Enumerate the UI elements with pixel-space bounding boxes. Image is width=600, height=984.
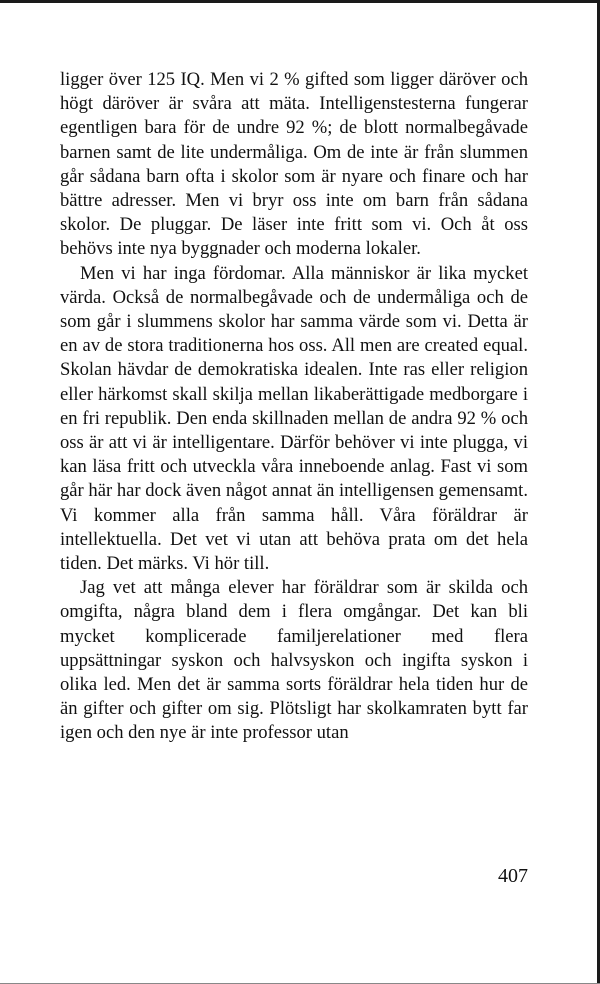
paragraph-3: Jag vet att många elever har föräldrar som är skilda och omgifta, några bland dem i flera omgångar. Det kan bli mycket komplicerade familjerelationer med flera uppsättningar syskon och halvsyskon och ingifta syskon i olika led. Men det är samma sorts föräldrar hela tiden hur de än gifter och gifter om sig. Plötsligt har skolkamraten bytt far igen och den nye är inte professor utan bbox=[60, 577, 528, 744]
paragraph-1: ligger över 125 IQ. Men vi 2 % gifted som ligger däröver och högt däröver är svåra att mäta. Intelligenstesterna fungerar egentligen bara för de undre 92 %; de blott normalbegåvade barnen samt de lite undermåliga. Om de inte är från slummen går sådana barn ofta i skolor som är nyare och finare och har bättre adresser. Men vi bryr oss inte om barn från sådana skolor. De pluggar. De läser inte fritt som vi. Och åt oss behövs inte nya byggnader och moderna lokaler. bbox=[60, 69, 528, 260]
paragraph-2: Men vi har inga fördomar. Alla människor är lika mycket värda. Också de normalbegåvade och de undermåliga och de som går i slummens skolor har samma värde som vi. Detta är en av de stora traditionerna hos oss. All men are created equal. Skolan hävdar de demokratiska idealen. Inte ras eller religion eller härkomst skall skilja mellan likaberättigade medborgare i en fri republik. Den enda skillnaden mellan de andra 92 % och oss är att vi är intelligentare. Därför behöver vi inte plugga, vi kan läsa fritt och utveckla våra inneboende anlag. Fast vi som går här har dock även något annat än intelligensen gemensamt. Vi kommer alla från samma håll. Våra föräldrar är intellektuella. Det vet vi utan att behöva prata om det hela tiden. Det märks. Vi hör till. bbox=[60, 262, 528, 575]
body-text bbox=[60, 68, 528, 746]
top-edge-rule bbox=[0, 0, 600, 3]
page-number: 407 bbox=[498, 865, 528, 887]
